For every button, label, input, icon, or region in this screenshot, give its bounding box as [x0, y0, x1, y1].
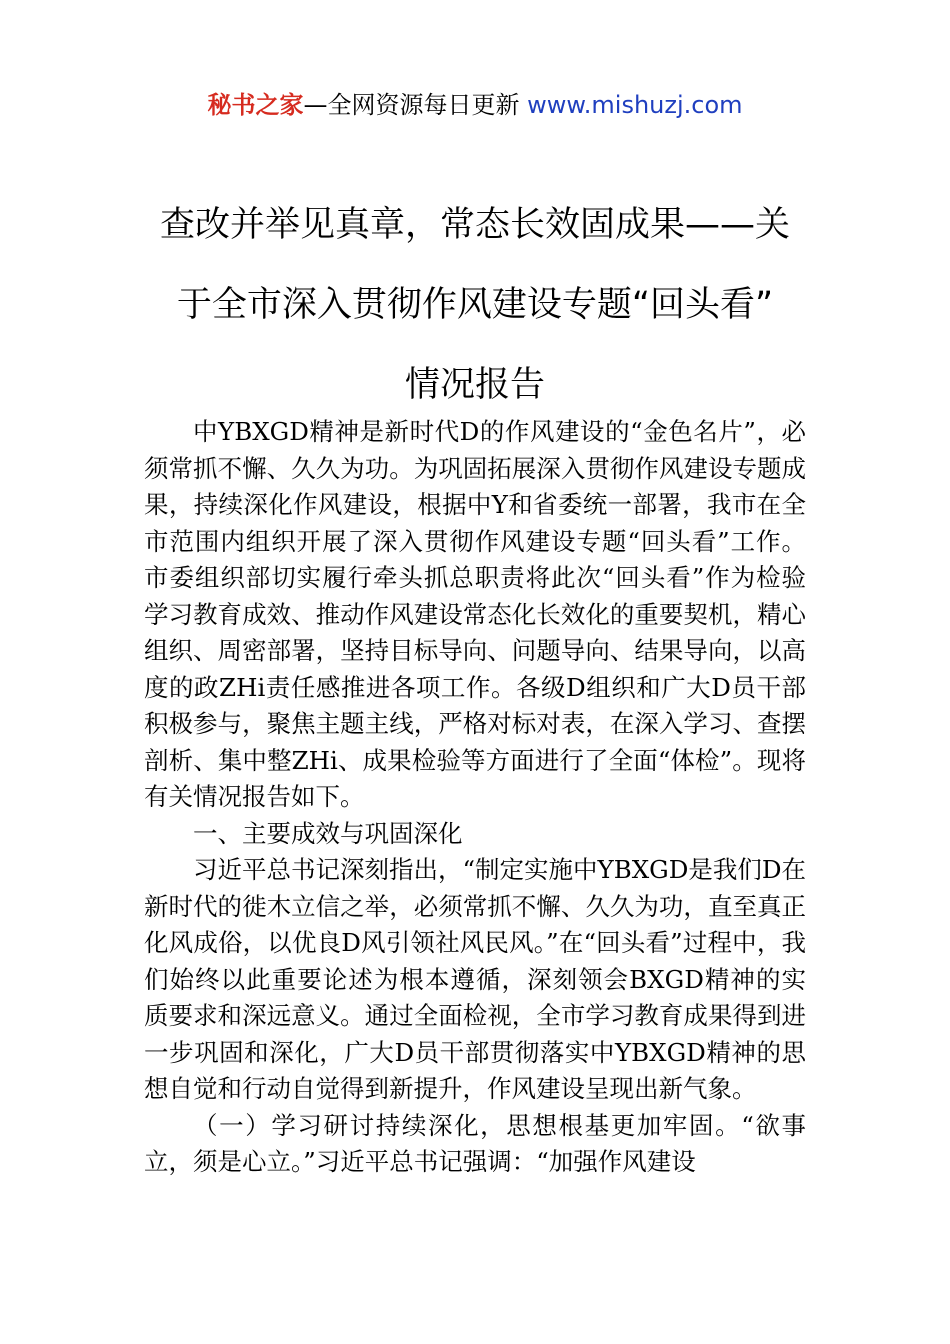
document-body: [144, 414, 806, 1181]
title-line-3: 情况报告: [404, 365, 545, 405]
brand-name: 秘书之家: [207, 91, 304, 119]
document-title: [140, 185, 810, 425]
site-url: www.mishuzj.com: [527, 91, 743, 119]
site-header: [0, 88, 950, 122]
section-heading-1: 一、主要成效与巩固深化: [193, 818, 463, 848]
paragraph-2: 习近平总书记深刻指出，“制定实施中YBXGD是我们D在新时代的徙木立信之举，必须常抓不懈、久久为功，直至真正化风成俗，以优良D风引领社风民风。”在“回头看”过程中，我们始终以此重要论述为根本遵循，深刻领会BXGD精神的实质要求和深远意义。通过全面检视，全市学习教育成果得到进一步巩固和深化，广大D员干部贯彻落实中YBXGD精神的思想自觉和行动自觉得到新提升，作风建设呈现出新气象。: [144, 855, 807, 1103]
title-line-2: 于全市深入贯彻作风建设专题“回头看”: [176, 285, 774, 325]
paragraph-intro: 中YBXGD精神是新时代D的作风建设的“金色名片”，必须常抓不懈、久久为功。为巩固拓展深入贯彻作风建设专题成果，持续深化作风建设，根据中Y和省委统一部署，我市在全市范围内组织开展了深入贯彻作风建设专题“回头看”工作。市委组织部切实履行牵头抓总职责将此次“回头看”作为检验学习教育成效、推动作风建设常态化长效化的重要契机，精心组织、周密部署，坚持目标导向、问题导向、结果导向，以高度的政ZHi责任感推进各项工作。各级D组织和广大D员干部积极参与，聚焦主题主线，严格对标对表，在深入学习、查摆剖析、集中整ZHi、成果检验等方面进行了全面“体检”。现将有关情况报告如下。: [144, 417, 806, 811]
paragraph-3: （一）学习研讨持续深化，思想根基更加牢固。“欲事立，须是心立。”习近平总书记强调：“加强作风建设: [144, 1110, 806, 1176]
title-line-1: 查改并举见真章，常态长效固成果——关: [159, 205, 790, 245]
header-tagline: —全网资源每日更新: [303, 91, 528, 119]
